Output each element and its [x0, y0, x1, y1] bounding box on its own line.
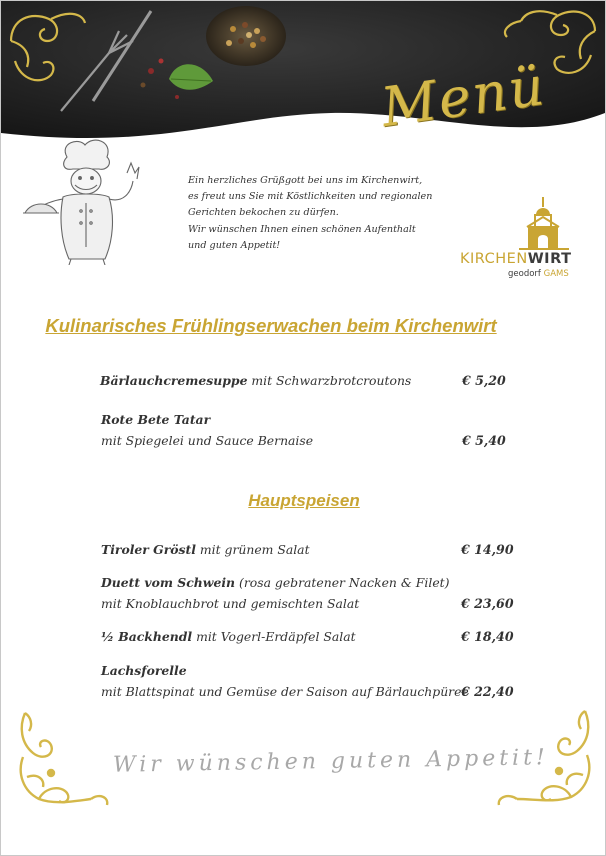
- spice-bowl-icon: [206, 6, 286, 66]
- intro-line: Ein herzliches Grüßgott bei uns im Kirchenwirt,: [188, 175, 423, 186]
- intro-line: Wir wünschen Ihnen einen schönen Aufenthalt: [188, 223, 416, 235]
- menu-item: [101, 629, 356, 644]
- logo-sub: [508, 269, 569, 279]
- item-price: € 23,60: [461, 596, 514, 611]
- church-icon: [457, 195, 575, 253]
- item-desc: mit Vogerl-Erdäpfel Salat: [192, 629, 356, 644]
- intro-text: [188, 173, 448, 254]
- section-title-hauptspeisen: Hauptspeisen: [248, 491, 360, 510]
- menu-item: [100, 373, 411, 388]
- footer-greeting: Wir wünschen guten Appetit!: [112, 745, 549, 778]
- menu-item: [101, 575, 449, 590]
- item-name: Duett vom Schwein: [101, 575, 236, 590]
- logo-brand-part1: KIRCHEN: [460, 251, 528, 267]
- item-price: € 5,20: [462, 373, 506, 388]
- item-desc: mit Knoblauchbrot und gemischten Salat: [101, 596, 360, 611]
- menu-title: Menü: [377, 53, 550, 140]
- item-name: Rote Bete Tatar: [101, 412, 211, 427]
- intro-line: Gerichten bekochen zu dürfen.: [188, 207, 339, 219]
- item-price: € 22,40: [461, 684, 514, 699]
- item-desc: mit Blattspinat und Gemüse der Saison auf Bärlauchpüree: [101, 684, 469, 699]
- item-desc: mit grünem Salat: [195, 542, 310, 557]
- item-name: ½ Backhendl: [101, 629, 193, 644]
- section-title-spring: Kulinarisches Frühlingserwachen beim Kirchenwirt: [45, 315, 497, 336]
- item-name: Bärlauchcremesuppe: [100, 373, 248, 388]
- item-price: € 18,40: [461, 629, 514, 644]
- menu-item: [101, 412, 210, 427]
- logo-brand: [460, 251, 571, 267]
- intro-line: es freut uns Sie mit Köstlichkeiten und regionalen: [188, 191, 433, 203]
- logo-brand-part2: WIRT: [527, 251, 572, 267]
- ornament-bottom-left-icon: [15, 707, 115, 811]
- logo-sub-part2: GAMS: [543, 269, 569, 279]
- intro-line: und guten Appetit!: [188, 239, 281, 251]
- item-desc: mit Spiegelei und Sauce Bernaise: [101, 433, 314, 448]
- logo-sub-part1: geodorf: [508, 269, 541, 279]
- chef-illustration-icon: [23, 137, 149, 265]
- menu-item: [101, 663, 187, 678]
- item-desc: mit Schwarzbrotcroutons: [247, 373, 412, 388]
- item-price: € 5,40: [462, 433, 506, 448]
- menu-item: [101, 542, 310, 557]
- item-name: Tiroler Gröstl: [101, 542, 196, 557]
- item-name: Lachsforelle: [101, 663, 187, 678]
- item-price: € 14,90: [461, 542, 514, 557]
- item-desc: (rosa gebratener Nacken & Filet): [235, 575, 450, 590]
- ornament-bottom-right-icon: [491, 705, 595, 811]
- kirchenwirt-logo: [457, 195, 575, 285]
